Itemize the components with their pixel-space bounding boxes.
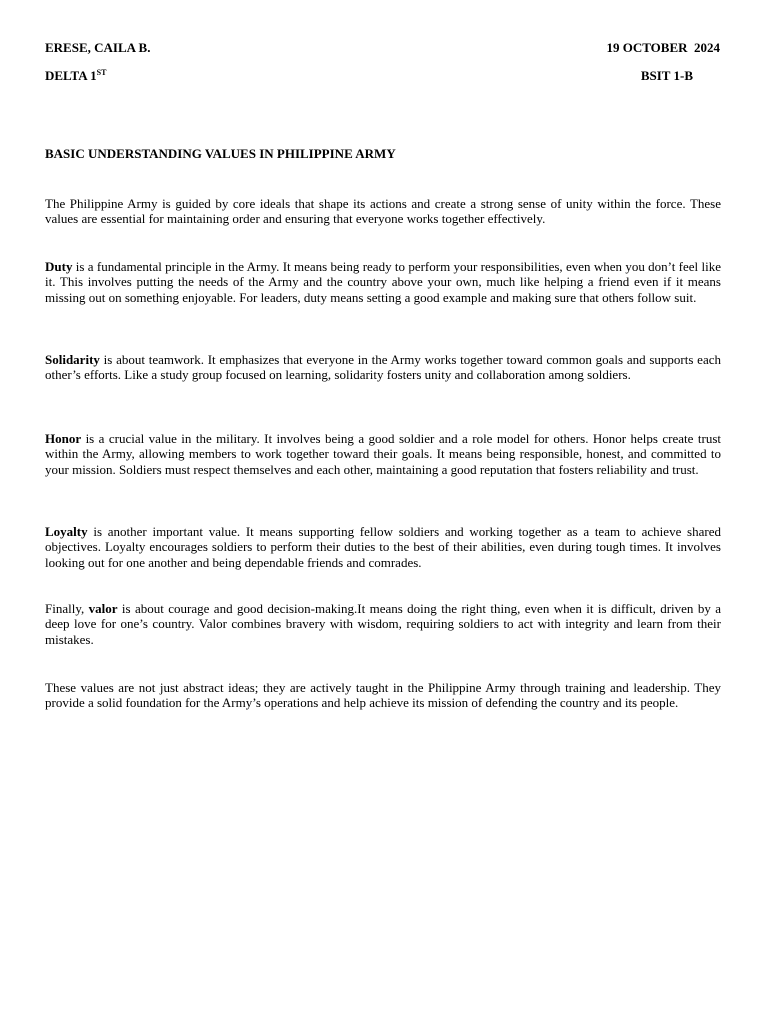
valor-prefix: Finally, [45, 601, 89, 616]
course-code: BSIT 1-B [640, 68, 693, 83]
loyalty-paragraph [45, 524, 721, 570]
duty-term: Duty [45, 259, 73, 274]
valor-paragraph [45, 601, 721, 647]
valor-text: is about courage and good decision-making.It means doing the right thing, even when it is difficult, driven by a deep love for one’s country. Valor combines bravery with wisdom, requiring soldiers to act with integrity and learn from their mistakes. [45, 601, 721, 647]
conclusion-paragraph: These values are not just abstract ideas; they are actively taught in the Philippine Army through training and leadership. They provide a solid foundation for the Army’s operations and help achieve its mission of defending the country and its people. [45, 680, 721, 711]
intro-paragraph: The Philippine Army is guided by core ideals that shape its actions and create a strong sense of unity within the force. These values are essential for maintaining order and ensuring that everyone works together effectively. [45, 196, 721, 227]
section-superscript: ST [96, 68, 107, 77]
loyalty-term: Loyalty [45, 524, 88, 539]
duty-paragraph [45, 259, 721, 305]
document-date: 19 OCTOBER 2024 [606, 40, 720, 55]
section-label: DELTA 1 [45, 68, 97, 83]
document-title: BASIC UNDERSTANDING VALUES IN PHILIPPINE ARMY [45, 146, 396, 161]
valor-term: valor [88, 601, 118, 616]
class-section [45, 68, 106, 83]
honor-term: Honor [45, 431, 82, 446]
honor-paragraph [45, 431, 721, 477]
honor-text: is a crucial value in the military. It involves being a good soldier and a role model for others. Honor helps create trust within the Army, allowing members to work together toward their goals. It means being responsible, honest, and committed to your mission. Soldiers must respect themselves and each other, maintaining a good reputation that fosters reliability and trust. [45, 431, 721, 477]
solidarity-term: Solidarity [45, 352, 100, 367]
solidarity-paragraph [45, 352, 721, 383]
solidarity-text: is about teamwork. It emphasizes that everyone in the Army works together toward common goals and supports each other’s efforts. Like a study group focused on learning, solidarity fosters unity and collaboration among soldiers. [45, 352, 721, 383]
duty-text: is a fundamental principle in the Army. It means being ready to perform your responsibilities, even when you don’t feel like it. This involves putting the needs of the Army and the country above your own, much like helping a friend even if it means missing out on something enjoyable. For leaders, duty means setting a good example and making sure that others follow suit. [45, 259, 721, 305]
student-name: ERESE, CAILA B. [45, 40, 151, 55]
loyalty-text: is another important value. It means supporting fellow soldiers and working together as a team to achieve shared objectives. Loyalty encourages soldiers to perform their duties to the best of their abilities, even during tough times. It involves looking out for one another and being dependable friends and comrades. [45, 524, 721, 570]
